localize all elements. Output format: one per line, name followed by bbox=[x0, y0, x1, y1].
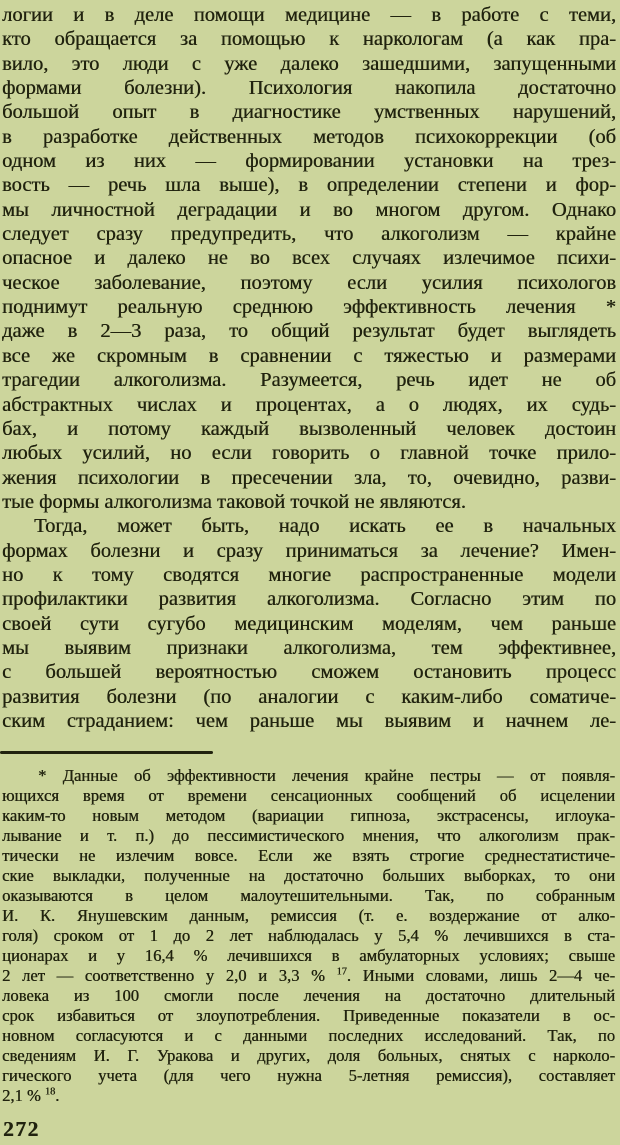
text-line: новном согласуются и с данными последних исследований. Так, по bbox=[2, 1026, 615, 1045]
footnote-separator-rule bbox=[0, 751, 213, 754]
text-line: ловека из 100 смогли после лечения на достаточно длительный bbox=[2, 986, 615, 1005]
text-line: оказываются в целом малоутешительными. Так, по собранным bbox=[2, 886, 615, 905]
text-line: жения психологии в пресечении зла, то, очевидно, разви- bbox=[2, 466, 616, 489]
text-line: гического учета (для чего нужна 5-летняя ремиссия), составляет bbox=[2, 1066, 615, 1085]
text-line: тые формы алкоголизма таковой точкой не являются. bbox=[2, 490, 466, 513]
text-line: 2 лет — соответственно у 2,0 и 3,3 % $^{17}$. Иными словами, лишь 2—4 че- bbox=[2, 966, 616, 985]
text-line: формах болезни и сразу приниматься за лечение? Имен- bbox=[2, 539, 616, 562]
text-line: абстрактных числах и процентах, а о людях, их судь- bbox=[2, 393, 616, 416]
text-line: вило, это люди с уже далеко зашедшими, запущенными bbox=[2, 52, 616, 75]
text-line: Тогда, может быть, надо искать ее в начальных bbox=[34, 515, 616, 538]
text-line: ческое заболевание, поэтому если усилия психологов bbox=[2, 271, 616, 294]
text-line: развития болезни (по аналогии с каким-либо соматиче- bbox=[2, 685, 616, 708]
footnote-text bbox=[2, 766, 615, 1106]
text-line: логии и в деле помощи медицине — в работе с теми, bbox=[2, 4, 616, 26]
body-text bbox=[2, 3, 616, 733]
text-line: И. К. Янушевским данным, ремиссия (т. е. воздержание от алко- bbox=[2, 906, 615, 925]
text-line: профилактики развития алкоголизма. Согласно этим по bbox=[2, 588, 616, 611]
text-line: 2,1 % $^{18}$. bbox=[2, 1086, 60, 1105]
text-line: лывание и т. п.) до пессимистического мнения, что алкоголизм прак- bbox=[2, 826, 615, 845]
text-line: ским страданием: чем раньше мы выявим и начнем ле- bbox=[2, 709, 616, 732]
text-line: кто обращается за помощью к наркологам (а как пра- bbox=[2, 28, 616, 51]
text-line: формами болезни). Психология накопила достаточно bbox=[2, 77, 616, 100]
text-line: мы выявим признаки алкоголизма, тем эффективнее, bbox=[2, 636, 616, 659]
text-line: даже в 2—3 раза, то общий результат будет выглядеть bbox=[2, 320, 616, 343]
text-line: * Данные об эффективности лечения крайне пестры — от появля- bbox=[38, 766, 615, 785]
text-line: каким-то новым методом (вариации гипноза, экстрасенсы, иглоука- bbox=[2, 806, 615, 825]
text-line: своей сути сугубо медицинским моделям, чем раньше bbox=[2, 612, 616, 635]
text-line: ские выкладки, полученные на достаточно больших выборках, то они bbox=[2, 866, 615, 885]
text-line: одном из них — формировании установки на трез- bbox=[2, 150, 616, 173]
text-line: следует сразу предупредить, что алкоголизм — крайне bbox=[2, 223, 616, 246]
text-line: все же скромным в сравнении с тяжестью и размерами bbox=[2, 344, 616, 367]
page-number: 272 bbox=[3, 1117, 40, 1141]
text-line: опасное и далеко не во всех случаях излечимое психи- bbox=[2, 247, 616, 270]
text-line: срок избавиться от злоупотребления. Приведенные показатели в ос- bbox=[2, 1006, 615, 1025]
text-line: с большей вероятностью сможем остановить процесс bbox=[2, 661, 616, 684]
text-line: ционарах и у 16,4 % лечившихся в амбулаторных условиях; свыше bbox=[2, 946, 615, 965]
text-line: в разработке действенных методов психокоррекции (об bbox=[2, 125, 616, 148]
text-line: сведениям И. Г. Уракова и других, доля больных, снятых с нарколо- bbox=[2, 1046, 615, 1065]
text-line: ющихся время от времени сенсационных сообщений об исцелении bbox=[2, 786, 615, 805]
text-line: трагедии алкоголизма. Разумеется, речь идет не об bbox=[2, 369, 616, 392]
text-line: бах, и потому каждый вызволенный человек достоин bbox=[2, 417, 616, 440]
text-line: любых усилий, но если говорить о главной точке прило- bbox=[2, 442, 616, 465]
text-line: вость — речь шла выше), в определении степени и фор- bbox=[2, 174, 616, 197]
text-line: тически не излечим вовсе. Если же взять строгие среднестатистиче- bbox=[2, 846, 615, 865]
text-line: мы личностной деградации и во многом другом. Однако bbox=[2, 198, 616, 221]
text-line: поднимут реальную среднюю эффективность лечения * bbox=[2, 296, 616, 319]
text-line: голя) сроком от 1 до 2 лет наблюдалась у 5,4 % лечившихся в ста- bbox=[2, 926, 615, 945]
text-line: но к тому сводятся многие распространенные модели bbox=[2, 563, 616, 586]
text-line: большой опыт в диагностике умственных нарушений, bbox=[2, 101, 616, 124]
